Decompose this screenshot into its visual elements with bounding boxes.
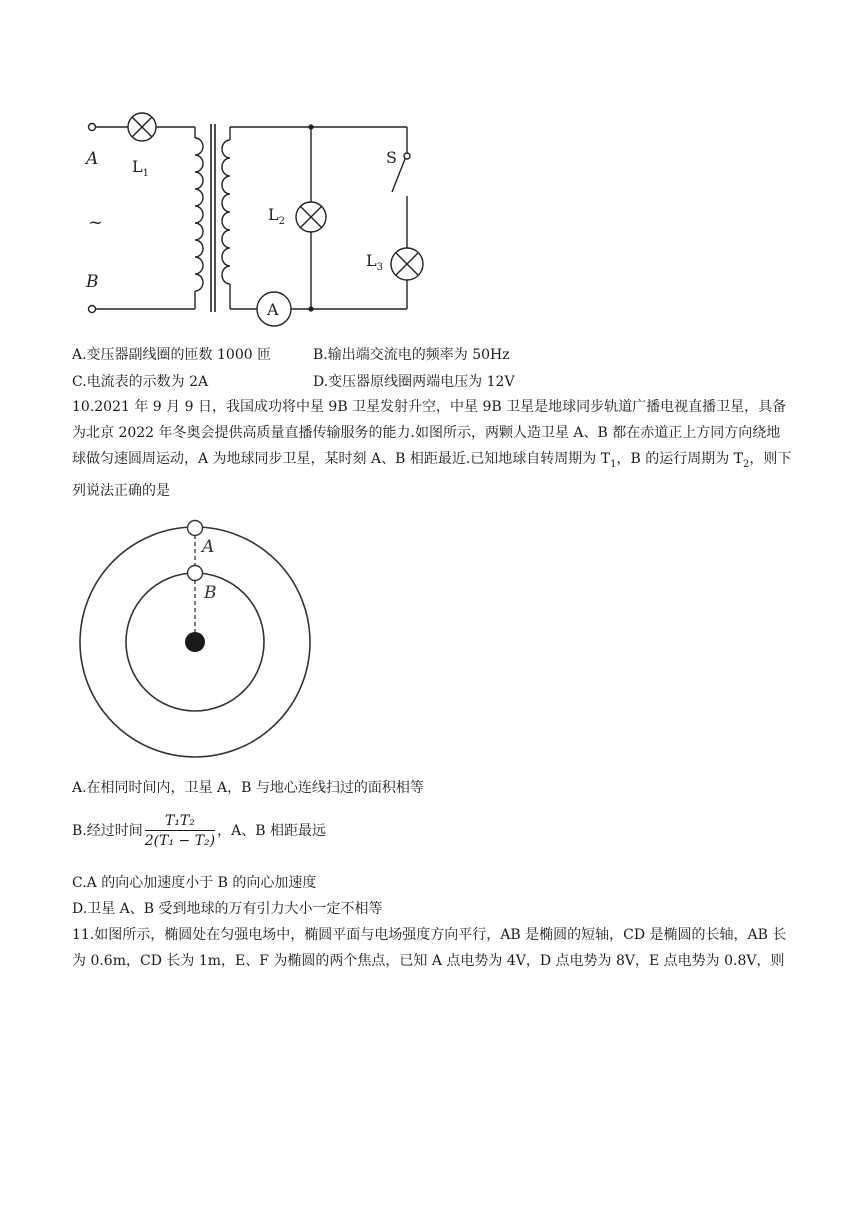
- lamp-l2-sub: 2: [278, 216, 285, 227]
- q10-option-b-fraction: [145, 812, 215, 851]
- q9-option-a: A.变压器副线圈的匝数 1000 匝: [72, 347, 272, 363]
- earth-center-dot: [185, 632, 205, 652]
- satellite-b-label: B: [204, 583, 217, 603]
- q10-option-b-suffix: ，A、B 相距最远: [217, 823, 326, 839]
- lamp-l3-sub: 3: [376, 262, 383, 273]
- q10-stem-part3: ，则下列说法正确的是: [72, 451, 792, 499]
- q10-option-a: A.在相同时间内，卫星 A，B 与地心连线扫过的面积相等: [72, 780, 424, 796]
- svg-text:L3: [366, 251, 383, 273]
- lamp-l1-sub: 1: [142, 168, 149, 179]
- satellite-a-label: A: [202, 537, 215, 557]
- q10-stem-part2: ，B 的运行周期为 T: [616, 451, 744, 467]
- lamp-l2-label: L: [268, 205, 279, 224]
- ammeter-label: A: [267, 300, 279, 319]
- lamp-l3-label: L: [366, 251, 377, 270]
- junction-dot-top: [308, 124, 313, 129]
- satellite-b: [188, 566, 203, 581]
- ac-tilde-symbol: ~: [88, 212, 104, 233]
- fraction-numerator: T₁T₂: [145, 812, 215, 831]
- junction-dot-bottom: [308, 306, 313, 311]
- q10-stem: [72, 394, 792, 504]
- q11-stem: 11.如图所示，椭圆处在匀强电场中，椭圆平面与电场强度方向平行，AB 是椭圆的短轴，CD 是椭圆的长轴，AB 长为 0.6m，CD 长为 1m，E、F 为椭圆的两个焦点，已知 A 点电势为 4V，D 点电势为 8V，E 点电势为 0.8V，则: [72, 927, 787, 969]
- satellite-a: [188, 521, 203, 536]
- q9-option-d: D.变压器原线圈两端电压为 12V: [313, 374, 515, 390]
- svg-text:L2: [268, 205, 285, 227]
- fraction-denominator: 2(T₁ − T₂): [144, 832, 216, 849]
- q10-option-d: D.卫星 A、B 受到地球的万有引力大小一定不相等: [72, 901, 383, 917]
- satellite-orbit-diagram: [78, 518, 318, 768]
- q10-stem-sub1: 1: [610, 458, 617, 470]
- terminal-b-label: B: [86, 272, 99, 292]
- q9-option-c: C.电流表的示数为 2A: [72, 374, 209, 390]
- q10-option-b: [72, 810, 326, 852]
- terminal-a-label: A: [86, 149, 99, 169]
- transformer-circuit-diagram: [80, 100, 440, 340]
- q10-stem-sub2: 2: [743, 458, 750, 470]
- q10-stem-part1: 10.2021 年 9 月 9 日，我国成功将中星 9B 卫星发射升空，中星 9B 卫星是地球同步轨道广播电视直播卫星，具备为北京 2022 年冬奥会提供高质量直播传输服务的能力.如图所示，两颗人造卫星 A、B 都在赤道正上方同方向绕地球做匀速圆周运动，A 为地球同步卫星，某时刻 A、B 相距最近.已知地球自转周期为 T: [72, 399, 787, 467]
- lamp-l1-label: L: [132, 157, 143, 176]
- q10-option-b-prefix: B.经过时间: [72, 823, 143, 839]
- q9-option-b: B.输出端交流电的频率为 50Hz: [313, 347, 510, 363]
- svg-text:L1: [132, 157, 149, 179]
- q10-option-c: C.A 的向心加速度小于 B 的向心加速度: [72, 875, 317, 891]
- switch-s-label: S: [386, 148, 397, 167]
